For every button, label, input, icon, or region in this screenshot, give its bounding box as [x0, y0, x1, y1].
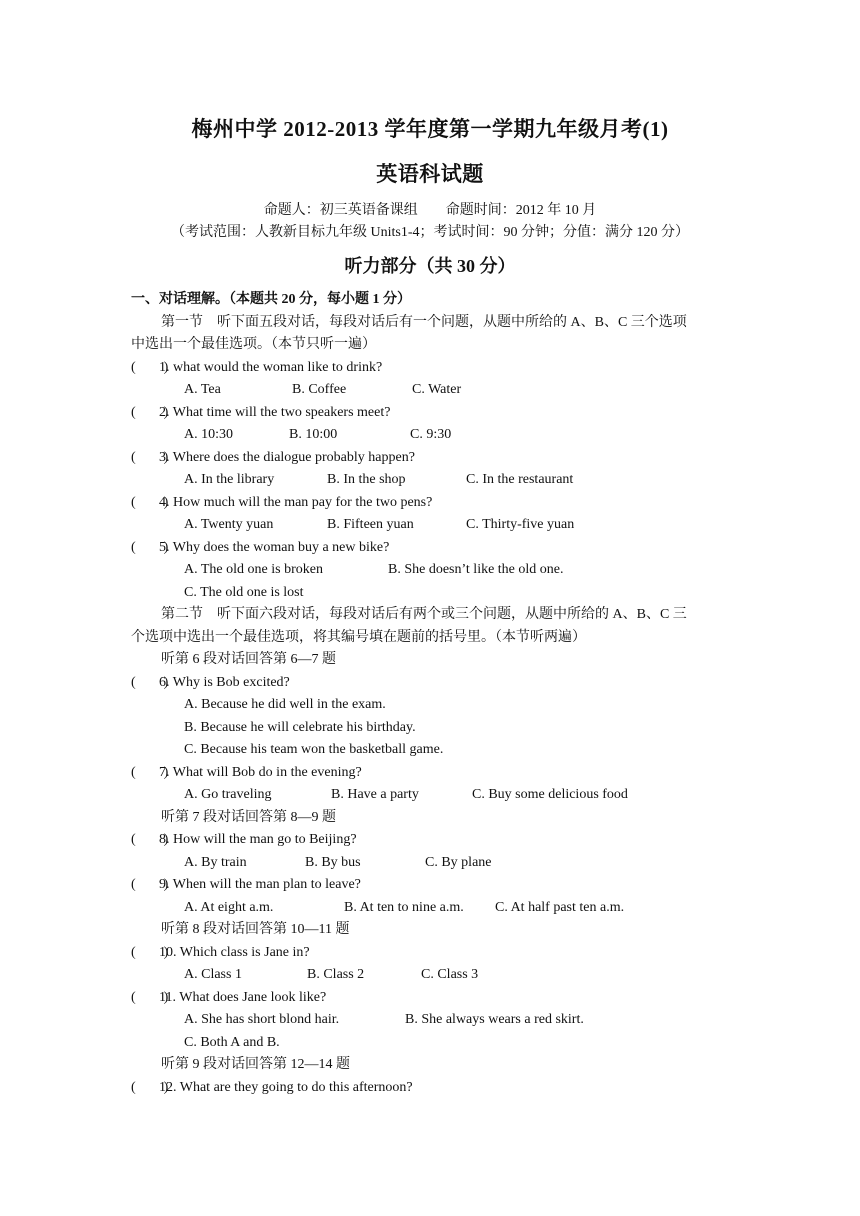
answer-blank[interactable]: ( )	[131, 944, 169, 960]
question-8	[131, 829, 736, 852]
option-c: C. Because his team won the basketball game.	[184, 742, 444, 757]
question-5	[131, 537, 736, 560]
sub2-instruction-line1: 第二节 听下面六段对话，每段对话后有两个或三个问题，从题中所给的 A、B、C 三	[161, 607, 687, 622]
option-a: A. Tea	[184, 382, 221, 397]
options-5-line2	[131, 582, 736, 605]
option-a: A. 10:30	[184, 427, 233, 442]
answer-blank[interactable]: ( )	[131, 359, 169, 375]
author-line: 命题人：初三英语备课组 命题时间：2012 年 10 月	[263, 203, 597, 218]
options-10	[131, 964, 736, 987]
dialog-7-note: 听第 7 段对话回答第 8—9 题	[161, 809, 336, 825]
question-text: 7. What will Bob do in the evening?	[159, 764, 362, 780]
option-c: C. Both A and B.	[184, 1034, 280, 1050]
question-6	[131, 672, 736, 695]
question-1	[131, 357, 736, 380]
option-c: C. By plane	[425, 854, 492, 870]
option-a: A. Twenty yuan	[184, 517, 274, 532]
answer-blank[interactable]: ( )	[131, 494, 169, 510]
question-text: 3. Where does the dialogue probably happen?	[159, 449, 415, 465]
option-b: B. By bus	[305, 854, 361, 870]
answer-blank[interactable]: ( )	[131, 764, 169, 780]
exam-title: 梅州中学 2012-2013 学年度第一学期九年级月考(1)	[191, 117, 669, 141]
option-b: B. Fifteen yuan	[327, 517, 414, 532]
question-text: 10. Which class is Jane in?	[159, 944, 310, 960]
answer-blank[interactable]: ( )	[131, 989, 169, 1005]
options-1	[131, 379, 736, 402]
question-7	[131, 762, 736, 785]
answer-blank[interactable]: ( )	[131, 832, 169, 847]
option-b: B. In the shop	[327, 472, 406, 487]
sub1-instruction-line2: 中选出一个最佳选项。（本节只听一遍）	[131, 337, 376, 352]
option-c: C. Thirty-five yuan	[466, 517, 575, 532]
sub2-instruction-line2: 个选项中选出一个最佳选项，将其编号填在题前的括号里。（本节听两遍）	[131, 629, 586, 645]
option-c: C. The old one is lost	[184, 584, 304, 600]
option-c: C. In the restaurant	[466, 472, 574, 487]
dialog-8-note: 听第 8 段对话回答第 10—11 题	[161, 922, 350, 937]
question-text: 9. When will the man plan to leave?	[159, 877, 361, 892]
scope-line: （考试范围：人教新目标九年级 Units1-4；考试时间：90 分钟；分值：满分 120 分）	[171, 225, 689, 240]
dialog-6-note: 听第 6 段对话回答第 6—7 题	[161, 652, 336, 667]
question-10	[131, 942, 736, 965]
options-4	[131, 514, 736, 537]
option-b: B. At ten to nine a.m.	[344, 899, 464, 915]
exam-subtitle: 英语科试题	[376, 162, 484, 186]
question-content	[131, 289, 736, 1099]
option-b: B. 10:00	[289, 427, 338, 442]
question-2	[131, 402, 736, 425]
question-11	[131, 987, 736, 1010]
option-a: A. By train	[184, 854, 247, 870]
option-b: B. Class 2	[307, 967, 365, 982]
option-b: B. Because he will celebrate his birthday.	[184, 719, 416, 735]
option-b: B. Coffee	[292, 382, 347, 397]
option-a: A. At eight a.m.	[184, 899, 274, 915]
option-b: B. She doesn’t like the old one.	[388, 562, 564, 577]
question-text: 8. How will the man go to Beijing?	[159, 832, 357, 847]
answer-blank[interactable]: ( )	[131, 449, 169, 465]
option-a: A. Because he did well in the exam.	[184, 697, 386, 712]
listening-section-title: 听力部分（共 30 分）	[344, 256, 516, 276]
dialog-9-note: 听第 9 段对话回答第 12—14 题	[161, 1057, 350, 1072]
answer-blank[interactable]: ( )	[131, 1079, 169, 1095]
option-c: C. Water	[412, 382, 462, 397]
answer-blank[interactable]: ( )	[131, 877, 169, 892]
answer-blank[interactable]: ( )	[131, 539, 169, 555]
option-a: A. In the library	[184, 472, 275, 487]
options-11-line2	[131, 1032, 736, 1055]
options-5	[131, 559, 736, 582]
option-a: A. She has short blond hair.	[184, 1012, 340, 1027]
options-9	[131, 897, 736, 920]
options-7	[131, 784, 736, 807]
option-c: C. Class 3	[421, 967, 479, 982]
option-a: A. The old one is broken	[184, 562, 323, 577]
answer-blank[interactable]: ( )	[131, 674, 169, 690]
question-text: 2. What time will the two speakers meet?	[159, 404, 391, 420]
question-text: 1. what would the woman like to drink?	[159, 359, 383, 375]
option-c: C. 9:30	[410, 427, 452, 442]
question-text: 11. What does Jane look like?	[159, 989, 327, 1005]
option-b: B. She always wears a red skirt.	[405, 1012, 584, 1027]
question-text: 5. Why does the woman buy a new bike?	[159, 539, 390, 555]
answer-blank[interactable]: ( )	[131, 404, 169, 420]
options-3	[131, 469, 736, 492]
question-3	[131, 447, 736, 470]
question-9	[131, 874, 736, 897]
question-text: 6. Why is Bob excited?	[159, 674, 290, 690]
question-text: 4. How much will the man pay for the two pens?	[159, 494, 433, 510]
option-c: C. At half past ten a.m.	[495, 899, 625, 915]
option-a: A. Go traveling	[184, 787, 272, 802]
option-a: A. Class 1	[184, 967, 242, 982]
sub1-instruction-line1: 第一节 听下面五段对话，每段对话后有一个问题，从题中所给的 A、B、C 三个选项	[161, 314, 687, 330]
question-12	[131, 1077, 736, 1100]
part1-heading: 一、对话理解。（本题共 20 分，每小题 1 分）	[131, 292, 411, 307]
options-11	[131, 1009, 736, 1032]
options-8	[131, 852, 736, 875]
question-text: 12. What are they going to do this afternoon?	[159, 1079, 413, 1095]
option-b: B. Have a party	[331, 787, 419, 802]
option-c: C. Buy some delicious food	[472, 787, 628, 802]
options-2	[131, 424, 736, 447]
question-4	[131, 492, 736, 515]
